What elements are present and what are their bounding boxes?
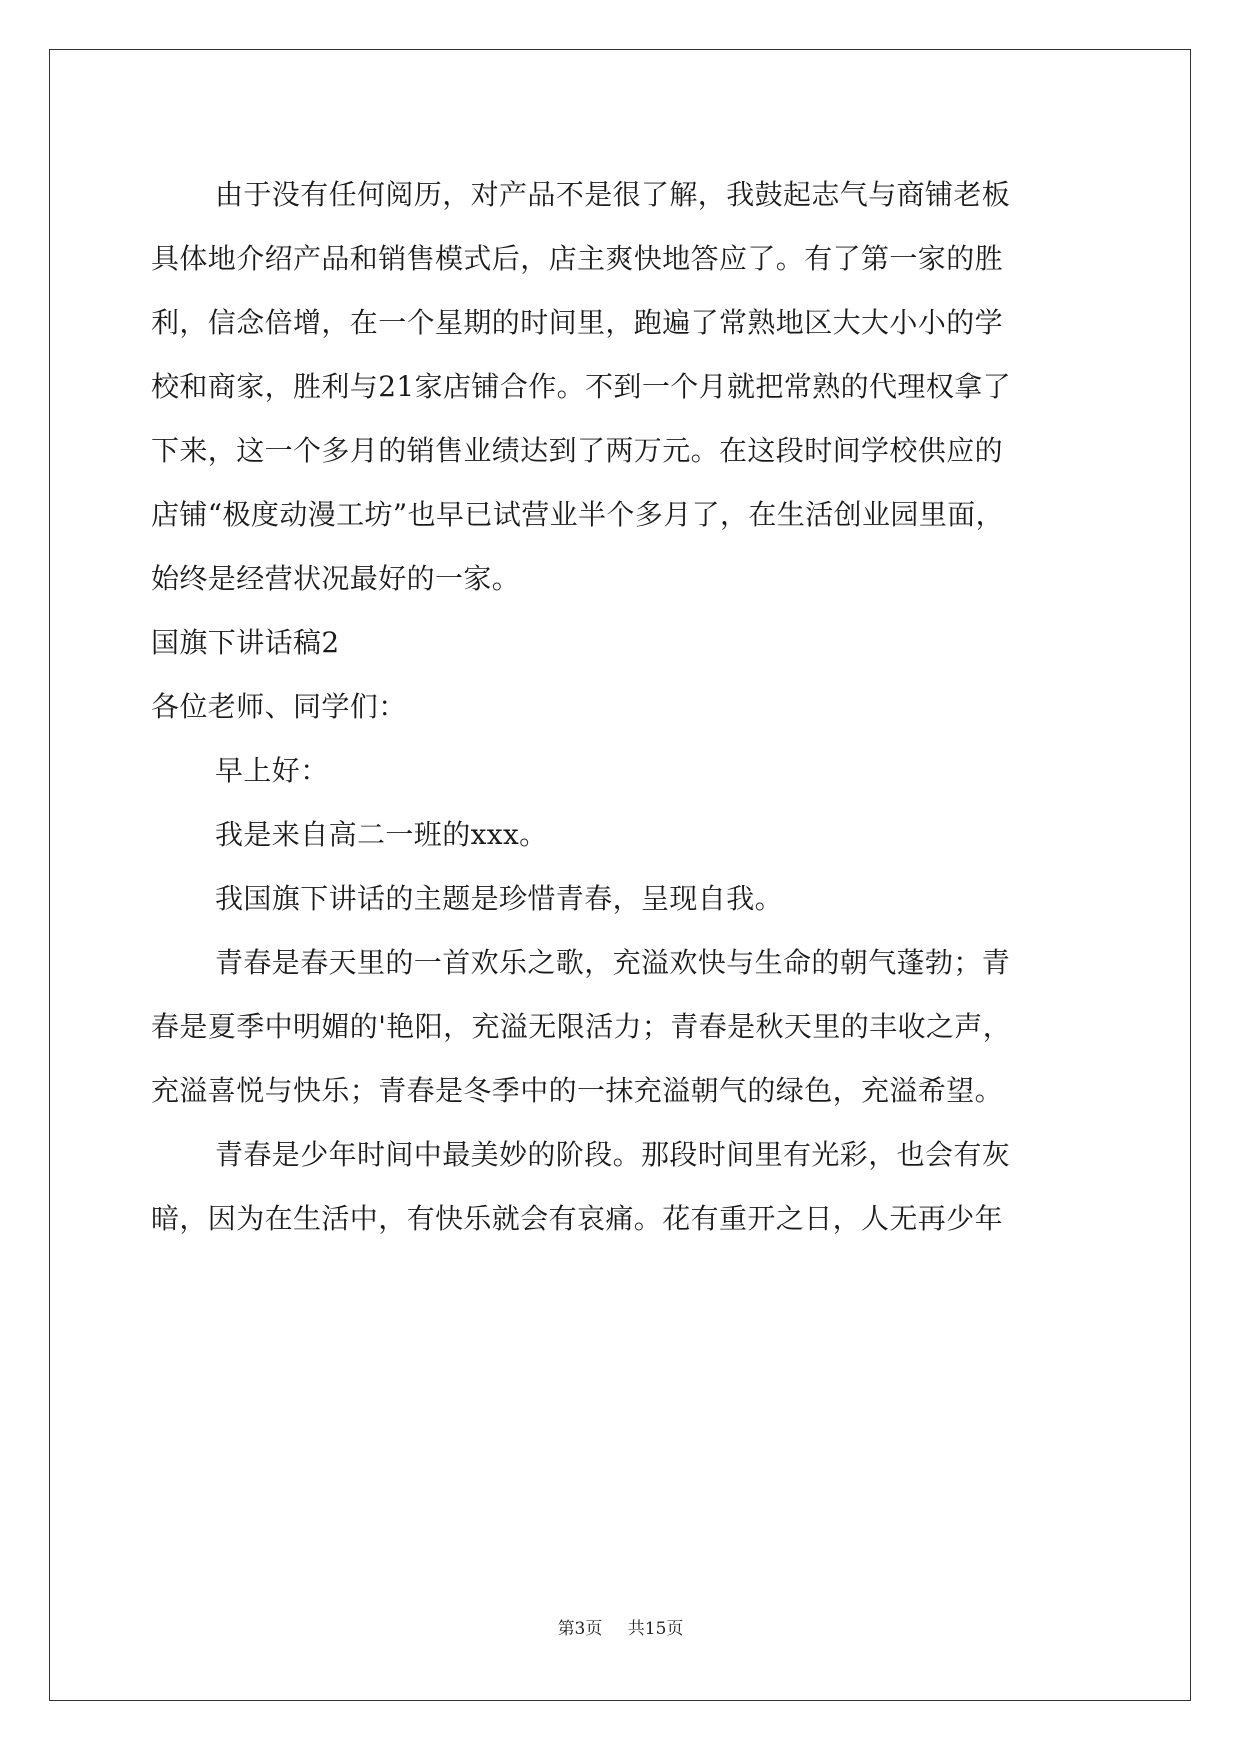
salutation: 各位老师、同学们： [151, 690, 407, 723]
paragraph-line: 利，信念倍增，在一个星期的时间里，跑遍了常熟地区大大小小的学 [151, 306, 1004, 339]
paragraph-line: 青春是春天里的一首欢乐之歌，充溢欢快与生命的朝气蓬勃；青 [215, 946, 1011, 979]
paragraph-line: 校和商家，胜利与21家店铺合作。不到一个月就把常熟的代理权拿了 [151, 370, 1012, 403]
paragraph-line: 充溢喜悦与快乐；青春是冬季中的一抹充溢朝气的绿色，充溢希望。 [151, 1074, 1004, 1107]
paragraph-line: 店铺“极度动漫工坊”也早已试营业半个多月了，在生活创业园里面， [151, 498, 1005, 531]
page-number: 第3页 [557, 1619, 603, 1639]
paragraph-line: 我是来自高二一班的xxx。 [215, 818, 548, 851]
page-footer [0, 1617, 1241, 1641]
paragraph-line: 由于没有任何阅历，对产品不是很了解，我鼓起志气与商铺老板 [215, 178, 1011, 211]
greeting: 早上好： [215, 754, 329, 787]
paragraph-line: 春是夏季中明媚的'艳阳，充溢无限活力；青春是秋天里的丰收之声， [151, 1010, 1012, 1043]
page-total: 共15页 [627, 1619, 684, 1639]
document-body [151, 163, 1091, 1251]
section-title: 国旗下讲话稿2 [151, 626, 340, 659]
paragraph-line: 下来，这一个多月的销售业绩达到了两万元。在这段时间学校供应的 [151, 434, 1004, 467]
paragraph-line: 具体地介绍产品和销售模式后，店主爽快地答应了。有了第一家的胜 [151, 242, 1004, 275]
paragraph-line: 始终是经营状况最好的一家。 [151, 562, 521, 595]
paragraph-line: 我国旗下讲话的主题是珍惜青春，呈现自我。 [215, 882, 784, 915]
paragraph-line: 青春是少年时间中最美妙的阶段。那段时间里有光彩，也会有灰 [215, 1138, 1011, 1171]
paragraph-line: 暗，因为在生活中，有快乐就会有哀痛。花有重开之日，人无再少年 [151, 1202, 1004, 1235]
